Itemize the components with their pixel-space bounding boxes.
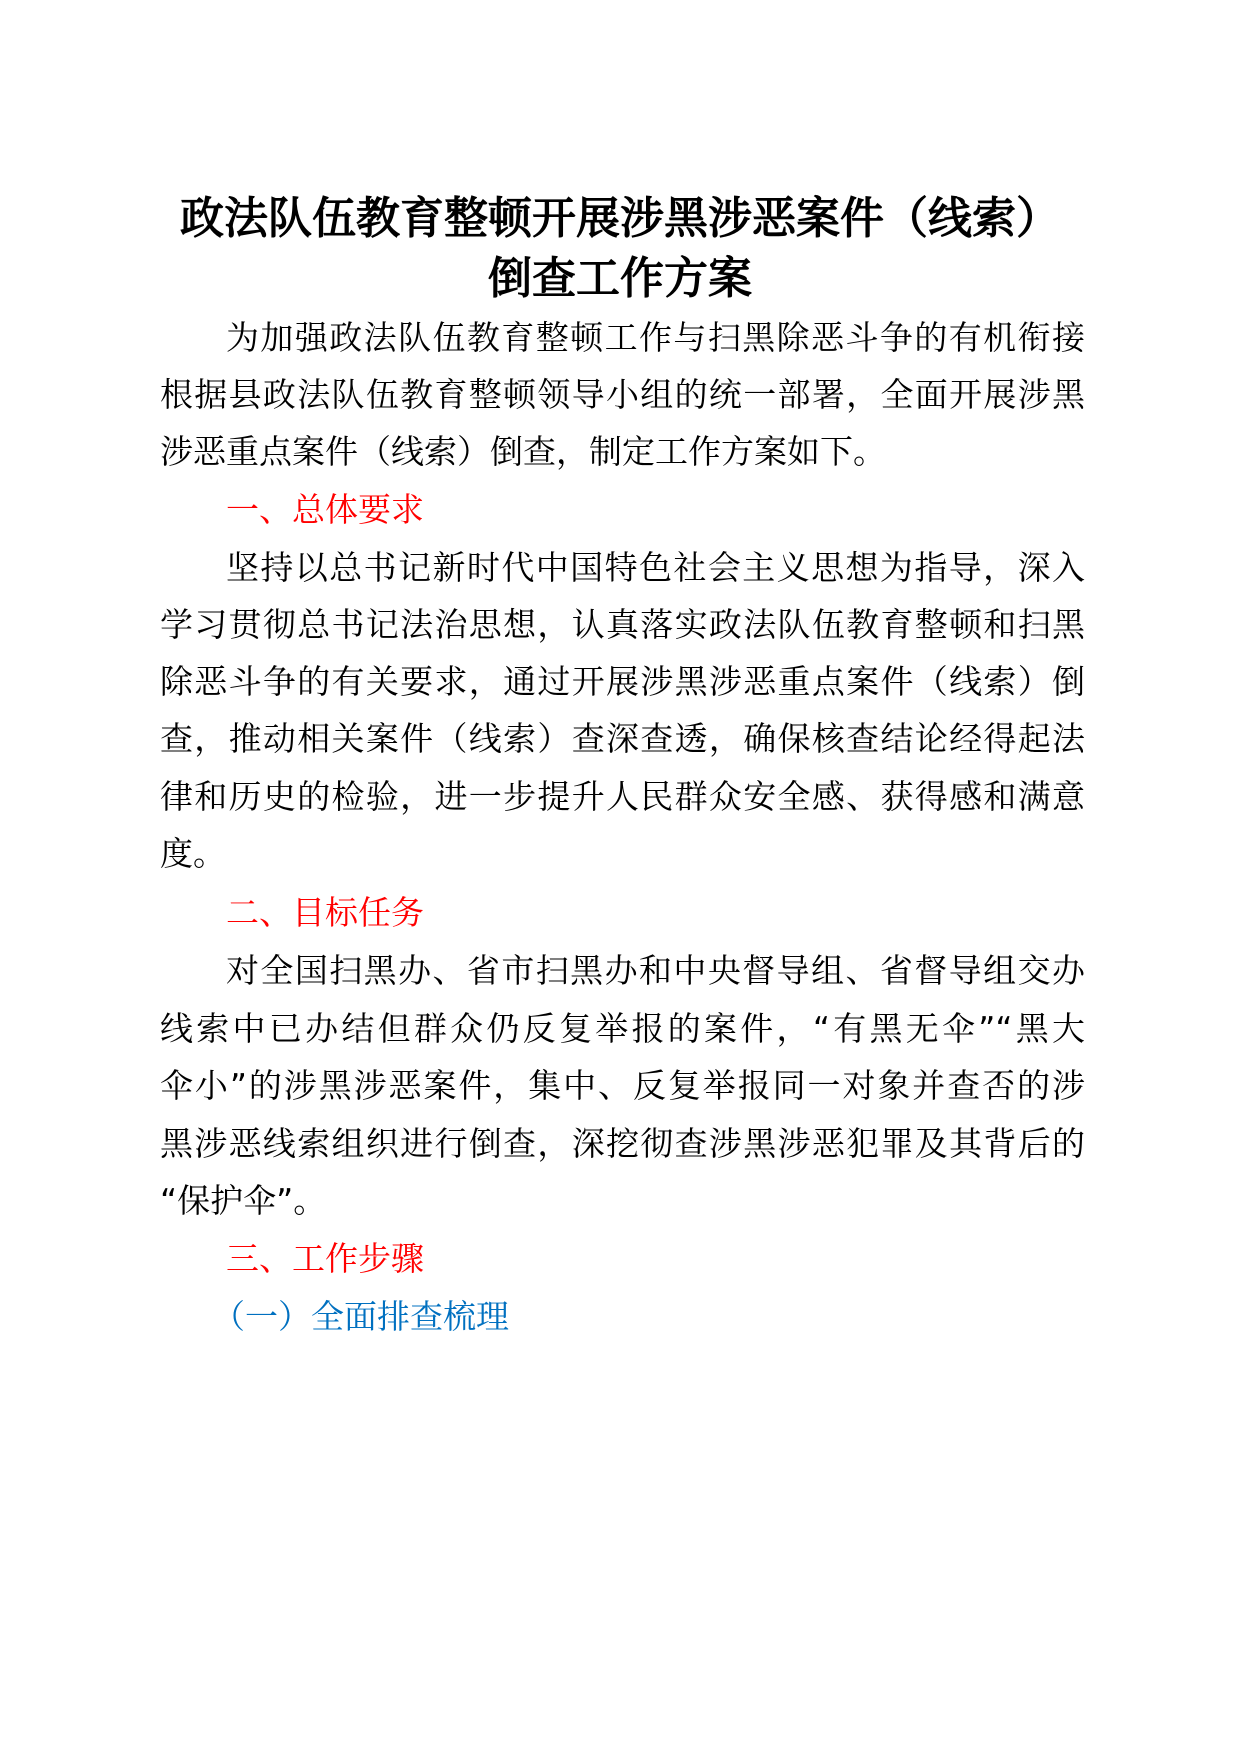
- intro-line-2: 根据县政法队伍教育整顿领导小组的统一部署，全面开展涉黑: [160, 375, 1085, 414]
- section-2-line-2: 线索中已办结但群众仍反复举报的案件，“有黑无伞”“黑大: [160, 1009, 1085, 1048]
- section-1-heading: 一、总体要求: [226, 490, 424, 529]
- section-2-line-4: 黑涉恶线索组织进行倒查，深挖彻查涉黑涉恶犯罪及其背后的: [160, 1124, 1085, 1163]
- section-1-line-4: 查，推动相关案件（线索）查深查透，确保核查结论经得起法: [160, 719, 1085, 758]
- section-3-subheading-1: （一）全面排查梳理: [212, 1297, 509, 1336]
- section-1-line-5: 律和历史的检验，进一步提升人民群众安全感、获得感和满意: [160, 777, 1085, 816]
- intro-line-3: 涉恶重点案件（线索）倒查，制定工作方案如下。: [160, 432, 886, 471]
- section-1-line-2: 学习贯彻总书记法治思想，认真落实政法队伍教育整顿和扫黑: [160, 605, 1085, 644]
- section-1-line-6: 度。: [160, 834, 226, 873]
- section-2-heading: 二、目标任务: [226, 893, 424, 932]
- section-2-line-5: “保护伞”。: [160, 1181, 327, 1220]
- section-2-line-3: 伞小”的涉黑涉恶案件，集中、反复举报同一对象并查否的涉: [160, 1066, 1085, 1105]
- document-title-line-1: 政法队伍教育整顿开展涉黑涉恶案件（线索）: [180, 193, 1060, 244]
- section-1-line-3: 除恶斗争的有关要求，通过开展涉黑涉恶重点案件（线索）倒: [160, 662, 1085, 701]
- section-1-line-1: 坚持以总书记新时代中国特色社会主义思想为指导，深入: [226, 548, 1085, 587]
- document-title-line-2: 倒查工作方案: [488, 253, 752, 304]
- intro-line-1: 为加强政法队伍教育整顿工作与扫黑除恶斗争的有机衔接: [226, 318, 1085, 357]
- section-3-heading: 三、工作步骤: [226, 1239, 424, 1278]
- section-2-line-1: 对全国扫黑办、省市扫黑办和中央督导组、省督导组交办: [226, 951, 1085, 990]
